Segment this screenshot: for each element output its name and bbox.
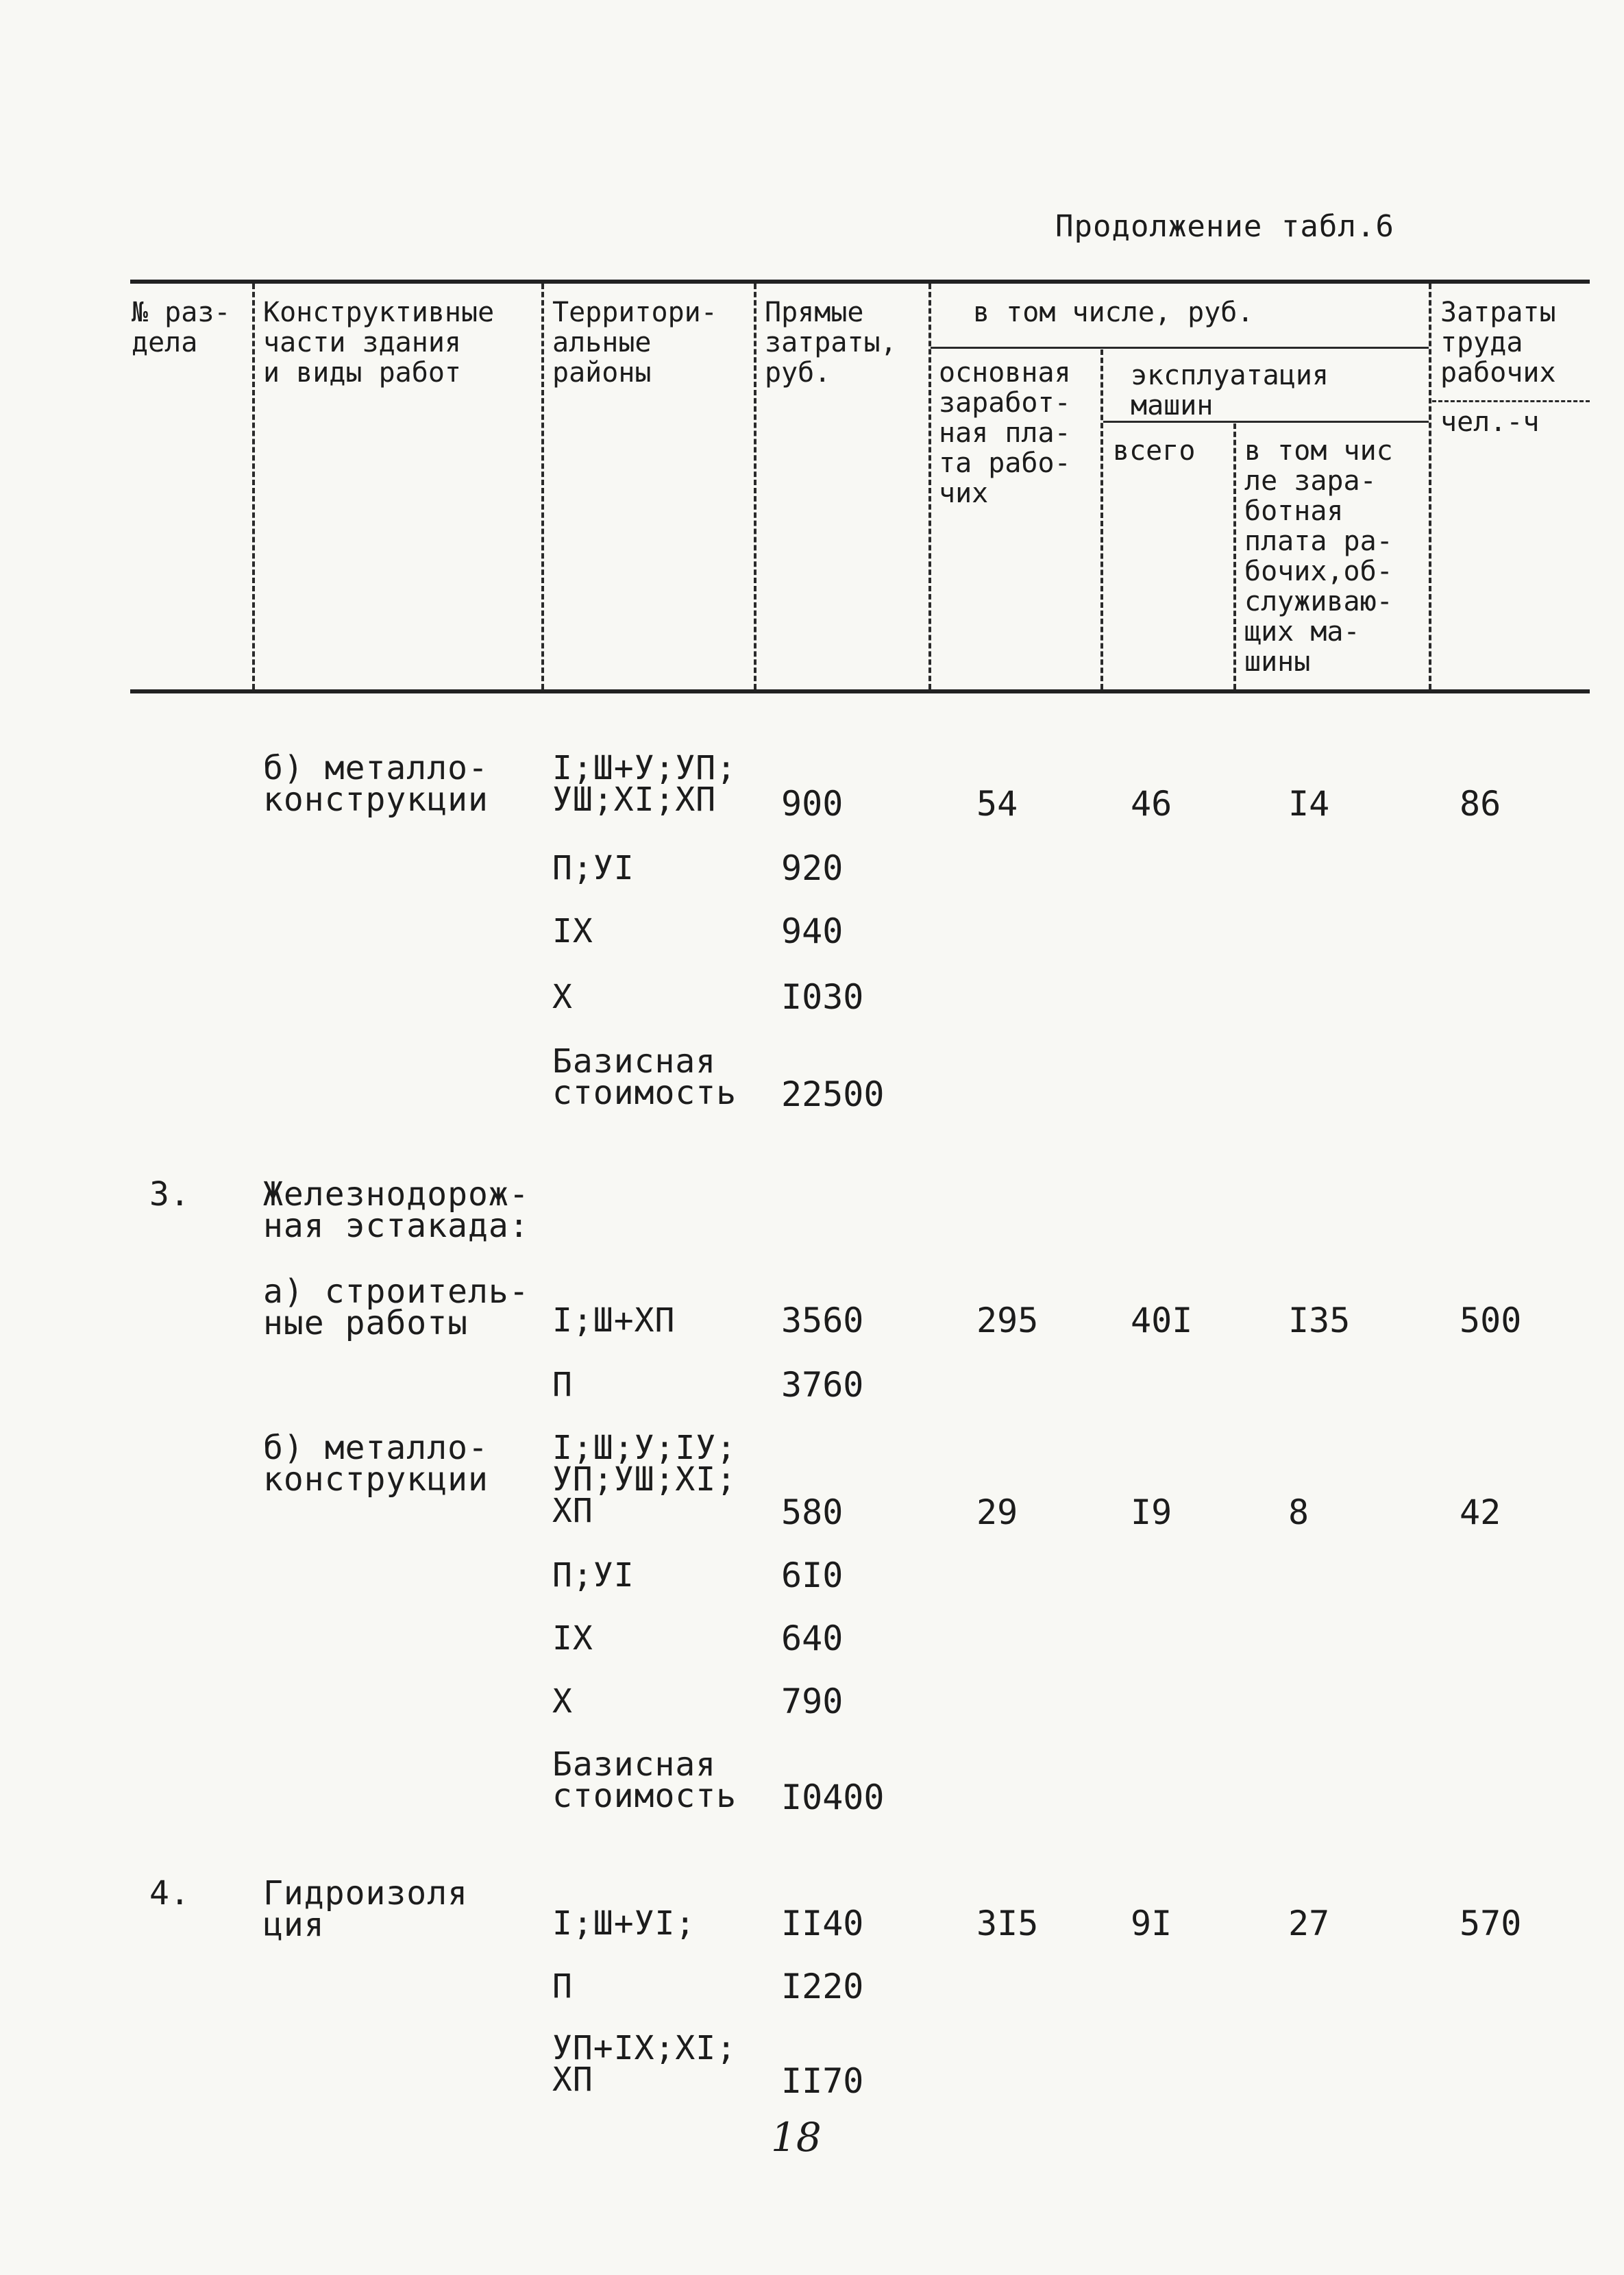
table-cell-cost: 3560 — [781, 1301, 864, 1340]
table-cell-part: б) металло- конструкции — [263, 749, 489, 819]
table-cell-cost: II70 — [781, 2061, 864, 2101]
table-caption: Продолжение табл.6 — [1055, 209, 1394, 244]
table-cell-machinist-wage: 27 — [1288, 1904, 1330, 1943]
labor-unit-rule — [1432, 400, 1590, 402]
header-structural-parts: Конструктивные части здания и виды работ — [263, 297, 495, 389]
table-cell-region: I;Ш+УI; — [552, 1904, 696, 1943]
table-cell-cost: I0400 — [781, 1778, 885, 1817]
table-cell-region: УП+IX;XI; XП — [552, 2029, 737, 2099]
header-separator — [754, 284, 756, 689]
table-cell-cost: 22500 — [781, 1074, 885, 1114]
header-direct-costs: Прямые затраты, руб. — [765, 297, 897, 389]
header-bottom-rule — [130, 689, 1590, 693]
table-cell-cost: I220 — [781, 1967, 864, 2006]
table-cell-wage: 3I5 — [976, 1904, 1039, 1943]
table-cell-region: I;Ш+У;УП; УШ;XI;XП — [552, 749, 737, 819]
table-cell-region: X — [552, 978, 573, 1016]
table-cell-section: 4. — [149, 1874, 190, 1913]
group-underline — [931, 347, 1429, 349]
table-cell-labor: 42 — [1460, 1492, 1501, 1532]
table-cell-region: Базисная стоимость — [552, 1745, 737, 1815]
table-cell-machinist-wage: I35 — [1288, 1301, 1351, 1340]
table-cell-machinist-wage: 8 — [1288, 1492, 1309, 1532]
table-cell-region: I;Ш;У;IУ; УП;УШ;XI; XП — [552, 1429, 737, 1530]
table-cell-cost: 900 — [781, 784, 844, 824]
table-cell-region: П — [552, 1366, 573, 1404]
table-cell-region: Базисная стоимость — [552, 1042, 737, 1112]
header-base-wage: основная заработ- ная пла- та рабо- чих — [939, 357, 1071, 509]
table-cell-machines: 46 — [1131, 784, 1172, 824]
table-cell-wage: 295 — [976, 1301, 1039, 1340]
table-cell-region: П — [552, 1967, 573, 2006]
table-cell-part: а) строитель- ные работы — [263, 1272, 530, 1342]
table-cell-machinist-wage: I4 — [1288, 784, 1330, 824]
table-cell-cost: II40 — [781, 1904, 864, 1943]
table-cell-cost: 940 — [781, 911, 844, 951]
header-machines-total: всего — [1113, 435, 1196, 467]
table-cell-labor: 500 — [1460, 1301, 1522, 1340]
header-labor-unit: чел.-ч — [1440, 406, 1540, 438]
table-cell-cost: 640 — [781, 1619, 844, 1658]
table-cell-region: IX — [552, 912, 593, 950]
table-cell-machines: 40I — [1131, 1301, 1193, 1340]
table-cell-region: IX — [552, 1619, 593, 1658]
header-territorial-regions: Территори- альные районы — [552, 297, 717, 389]
table-cell-cost: 790 — [781, 1682, 844, 1721]
table-cell-cost: 580 — [781, 1492, 844, 1532]
header-separator — [1100, 349, 1103, 689]
header-section-no: № раз- дела — [132, 297, 231, 358]
header-separator — [541, 284, 544, 689]
header-separator — [928, 284, 931, 689]
header-machinist-wage: в том чис ле зара- ботная плата ра- бочих,об- служиваю- щих ма- шины — [1244, 435, 1393, 678]
header-machine-operation: эксплуатация машин — [1131, 360, 1329, 421]
table-top-rule — [130, 280, 1590, 284]
table-cell-region: П;УI — [552, 849, 635, 887]
header-labor-costs: Затраты труда рабочих — [1440, 297, 1556, 389]
table-cell-cost: 3760 — [781, 1365, 864, 1405]
table-cell-labor: 86 — [1460, 784, 1501, 824]
table-cell-region: I;Ш+XП — [552, 1301, 676, 1340]
header-separator — [1429, 284, 1431, 689]
table-cell-labor: 570 — [1460, 1904, 1522, 1943]
table-cell-wage: 29 — [976, 1492, 1018, 1532]
table-cell-section: 3. — [149, 1175, 190, 1214]
table-cell-cost: 6I0 — [781, 1555, 844, 1595]
header-including-group: в том числе, руб. — [973, 297, 1254, 328]
page-number: 18 — [771, 2114, 822, 2161]
table-cell-machines: I9 — [1131, 1492, 1172, 1532]
table-cell-part: б) металло- конструкции — [263, 1429, 489, 1499]
table-cell-part: Железнодорож- ная эстакада: — [263, 1175, 530, 1245]
header-separator — [252, 284, 255, 689]
table-cell-part: Гидроизоля ция — [263, 1874, 468, 1944]
table-cell-wage: 54 — [976, 784, 1018, 824]
table-cell-cost: I030 — [781, 977, 864, 1017]
header-separator — [1233, 423, 1236, 689]
table-cell-machines: 9I — [1131, 1904, 1172, 1943]
table-cell-region: П;УI — [552, 1556, 635, 1595]
table-cell-region: X — [552, 1682, 573, 1721]
table-cell-cost: 920 — [781, 848, 844, 888]
